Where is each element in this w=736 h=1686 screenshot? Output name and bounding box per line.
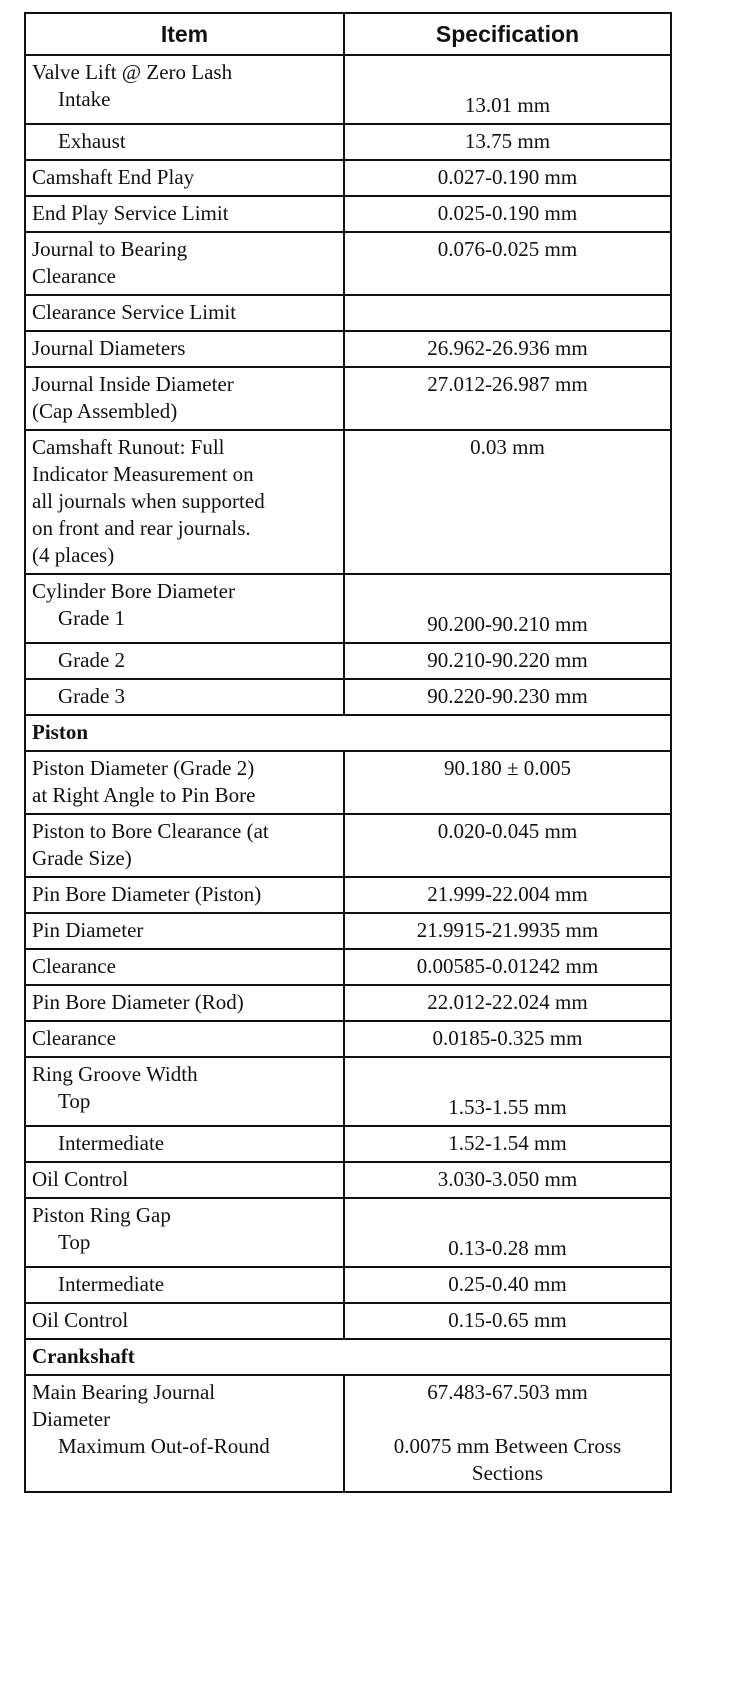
table-row [25,1267,671,1303]
clearance-label: Clearance [25,949,344,985]
header-specification: Specification [344,13,671,55]
table-row [25,1126,671,1162]
groove-top-value: 1.53-1.55 mm [344,1057,671,1126]
label-line: Piston to Bore Clearance (at [32,819,269,843]
pin-bore-piston-value: 21.999-22.004 mm [344,877,671,913]
exhaust-label: Exhaust [25,124,344,160]
journal-diameters-label: Journal Diameters [25,331,344,367]
label-line: Piston Ring Gap [32,1203,171,1227]
ring-gap-label [25,1198,344,1267]
groove-intermediate-label: Intermediate [25,1126,344,1162]
main-journal-diameter-value: 67.483-67.503 mm [427,1380,588,1404]
groove-top-label: Top [58,1089,91,1113]
spec-table-container [24,12,670,1493]
table-row [25,160,671,196]
specification-table [24,12,672,1493]
table-row [25,1057,671,1126]
crankshaft-section-heading: Crankshaft [25,1339,671,1375]
cyl-bore-label [25,574,344,643]
exhaust-value: 13.75 mm [344,124,671,160]
piston-diameter-label [25,751,344,814]
label-line: Diameter [32,1407,111,1431]
label-line: Clearance [32,264,116,288]
journal-inside-label [25,367,344,430]
gap-intermediate-value: 0.25-0.40 mm [344,1267,671,1303]
pin-bore-rod-label: Pin Bore Diameter (Rod) [25,985,344,1021]
end-play-limit-value: 0.025-0.190 mm [344,196,671,232]
table-row [25,574,671,643]
clearance-label: Clearance [25,1021,344,1057]
piston-section-heading: Piston [25,715,671,751]
grade1-label: Grade 1 [58,606,126,630]
label-line: Piston Diameter (Grade 2) [32,756,255,780]
journal-diameters-value: 26.962-26.936 mm [344,331,671,367]
table-row [25,877,671,913]
main-journal-value [344,1375,671,1492]
table-row [25,1198,671,1267]
clearance-limit-label: Clearance Service Limit [25,295,344,331]
pin-bore-rod-value: 22.012-22.024 mm [344,985,671,1021]
clearance-value: 0.00585-0.01242 mm [344,949,671,985]
cam-runout-value: 0.03 mm [344,430,671,574]
table-row [25,196,671,232]
out-of-round-value-cont: Sections [471,1461,544,1485]
out-of-round-value: 0.0075 mm Between Cross [393,1434,622,1458]
table-row [25,814,671,877]
table-row [25,643,671,679]
table-row [25,331,671,367]
piston-bore-clearance-label [25,814,344,877]
label-line: on front and rear journals. [32,516,251,540]
spacer [351,1406,664,1433]
grade3-value: 90.220-90.230 mm [344,679,671,715]
journal-bearing-label [25,232,344,295]
table-row [25,1303,671,1339]
pin-diameter-label: Pin Diameter [25,913,344,949]
label-line: Journal to Bearing [32,237,188,261]
grade2-label: Grade 2 [25,643,344,679]
table-row [25,124,671,160]
table-row [25,949,671,985]
cam-end-play-label: Camshaft End Play [25,160,344,196]
table-row [25,55,671,124]
gap-oil-label: Oil Control [25,1303,344,1339]
label-line: (Cap Assembled) [32,399,178,423]
grade1-value: 90.200-90.210 mm [344,574,671,643]
label-line: Cylinder Bore Diameter [32,579,235,603]
journal-inside-value: 27.012-26.987 mm [344,367,671,430]
table-row [25,1021,671,1057]
table-row [25,367,671,430]
table-row [25,751,671,814]
valve-lift-label: Valve Lift @ Zero Lash [32,60,233,84]
end-play-limit-label: End Play Service Limit [25,196,344,232]
out-of-round-label: Maximum Out-of-Round [58,1434,270,1458]
grade2-value: 90.210-90.220 mm [344,643,671,679]
journal-bearing-value: 0.076-0.025 mm [344,232,671,295]
label-line: Indicator Measurement on [32,462,254,486]
piston-bore-clearance-value: 0.020-0.045 mm [344,814,671,877]
main-journal-label [25,1375,344,1492]
label-line: Journal Inside Diameter [32,372,234,396]
gap-top-value: 0.13-0.28 mm [344,1198,671,1267]
gap-top-label: Top [58,1230,91,1254]
label-line: at Right Angle to Pin Bore [32,783,256,807]
grade3-label: Grade 3 [25,679,344,715]
header-item: Item [25,13,344,55]
row-label [25,55,344,124]
header-row [25,13,671,55]
table-row [25,985,671,1021]
label-line: Camshaft Runout: Full [32,435,225,459]
table-row [25,679,671,715]
table-row [25,232,671,295]
table-row [25,295,671,331]
ring-groove-label [25,1057,344,1126]
table-row [25,1375,671,1492]
table-row [25,430,671,574]
clearance-value: 0.0185-0.325 mm [344,1021,671,1057]
intake-value: 13.01 mm [344,55,671,124]
gap-intermediate-label: Intermediate [25,1267,344,1303]
groove-intermediate-value: 1.52-1.54 mm [344,1126,671,1162]
table-row [25,913,671,949]
cam-end-play-value: 0.027-0.190 mm [344,160,671,196]
gap-oil-value: 0.15-0.65 mm [344,1303,671,1339]
intake-label: Intake [58,87,111,111]
groove-oil-value: 3.030-3.050 mm [344,1162,671,1198]
groove-oil-label: Oil Control [25,1162,344,1198]
label-line: all journals when supported [32,489,265,513]
table-row [25,1162,671,1198]
label-line: Grade Size) [32,846,132,870]
section-row [25,715,671,751]
section-row [25,1339,671,1375]
pin-bore-piston-label: Pin Bore Diameter (Piston) [25,877,344,913]
clearance-limit-value [344,295,671,331]
label-line: Ring Groove Width [32,1062,198,1086]
pin-diameter-value: 21.9915-21.9935 mm [344,913,671,949]
piston-diameter-value: 90.180 ± 0.005 [344,751,671,814]
label-line: Main Bearing Journal [32,1380,216,1404]
cam-runout-label [25,430,344,574]
label-line: (4 places) [32,543,115,567]
